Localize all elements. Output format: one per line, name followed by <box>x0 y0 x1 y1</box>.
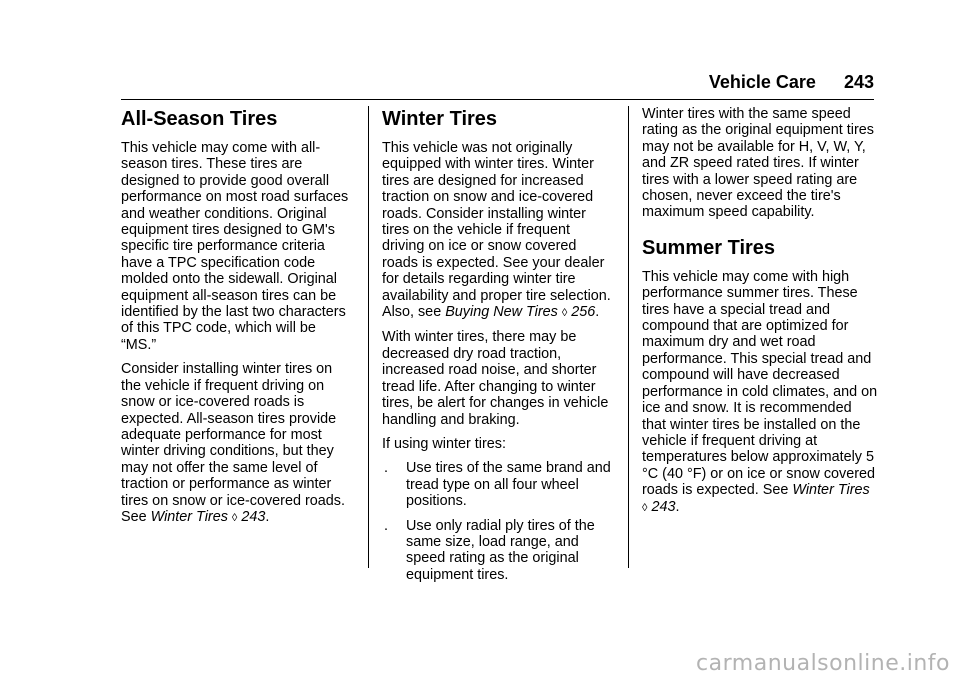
buying-new-tires-link[interactable]: Buying New Tires ◊ 256 <box>445 304 596 321</box>
column-divider-1 <box>368 106 369 568</box>
summer-heading: Summer Tires <box>642 236 776 259</box>
winter-tires-link[interactable]: Winter Tires ◊ 243 <box>150 508 266 525</box>
winter-paragraph-3: If using winter tires: <box>382 435 506 452</box>
winter-paragraph-4: Winter tires with the same speed rating as the original equipment tires may not be available for H, V, W, Y, and ZR speed rated tires. If winter tires with a lower speed rating are chosen, never exceed the tire's maximum speed capability. <box>642 106 874 221</box>
all-season-paragraph-1: This vehicle may come with all-season tires. These tires are designed to provide good overall performance on most road surfaces and weather conditions. Original equipment tires designed to GM's specific tire performance criteria have a TPC specification code molded onto the sidewall. Original equipment all-season tires can be identified by the last two characters of this TPC code, which will be “MS.” <box>121 140 349 353</box>
bullet-icon: . <box>384 460 388 477</box>
page-ref-icon: ◊ <box>642 501 648 514</box>
column-3 <box>642 106 878 524</box>
page-ref-icon: ◊ <box>561 307 568 320</box>
winter-tires-link[interactable]: Winter Tires ◊ 243 <box>642 482 870 515</box>
list-item: . Use only radial ply tires of the same size, load range, and speed rating as the original equipment tires. <box>384 517 595 583</box>
section-title: Vehicle Care <box>708 72 816 92</box>
winter-bullet-list <box>382 460 614 583</box>
header-rule <box>121 99 874 100</box>
column-divider-2 <box>628 106 629 568</box>
all-season-paragraph-2: Consider installing winter tires on the vehicle if frequent driving on snow or ice-covered roads is expected. All-season tires provide adequate performance for most winter driving conditions, but they may not offer the same level of traction or performance as winter tires on snow or ice-covered roads. See Winter Tires ◊ 243. <box>121 361 345 525</box>
winter-paragraph-2: With winter tires, there may be decreased dry road traction, increased road noise, and shorter tread life. After changing to winter tires, be alert for changes in vehicle handling and braking. <box>382 329 609 428</box>
summer-paragraph-1: This vehicle may come with high performance summer tires. These tires have a special tread and compound that are optimized for maximum dry and wet road performance. This special tread and compound will have decreased performance in cold climates, and on ice and snow. It is recommended that winter tires be installed on the vehicle if frequent driving at temperatures below approximately 5 °C (40 °F) or on ice or snow covered roads is expected. See Winter Tires ◊ 243. <box>642 268 878 515</box>
page-header <box>709 72 874 93</box>
list-item: . Use tires of the same brand and tread type on all four wheel positions. <box>384 460 611 510</box>
watermark: carmanualsonline.info <box>696 651 950 676</box>
all-season-heading: All-Season Tires <box>121 108 278 130</box>
bullet-icon: . <box>384 517 388 534</box>
column-1 <box>121 106 353 534</box>
winter-heading: Winter Tires <box>382 108 498 130</box>
page-ref-icon: ◊ <box>231 511 238 524</box>
page-number: 243 <box>843 72 874 92</box>
winter-paragraph-1: This vehicle was not originally equipped with winter tires. Winter tires are designed for increased traction on snow and ice-covered roads. Consider installing winter tires on the vehicle if frequent driving on ice or snow covered roads is expected. See your dealer for details regarding winter tire availability and proper tire selection. Also, see Buying New Tires ◊ 256. <box>382 140 611 321</box>
column-2 <box>382 106 614 591</box>
